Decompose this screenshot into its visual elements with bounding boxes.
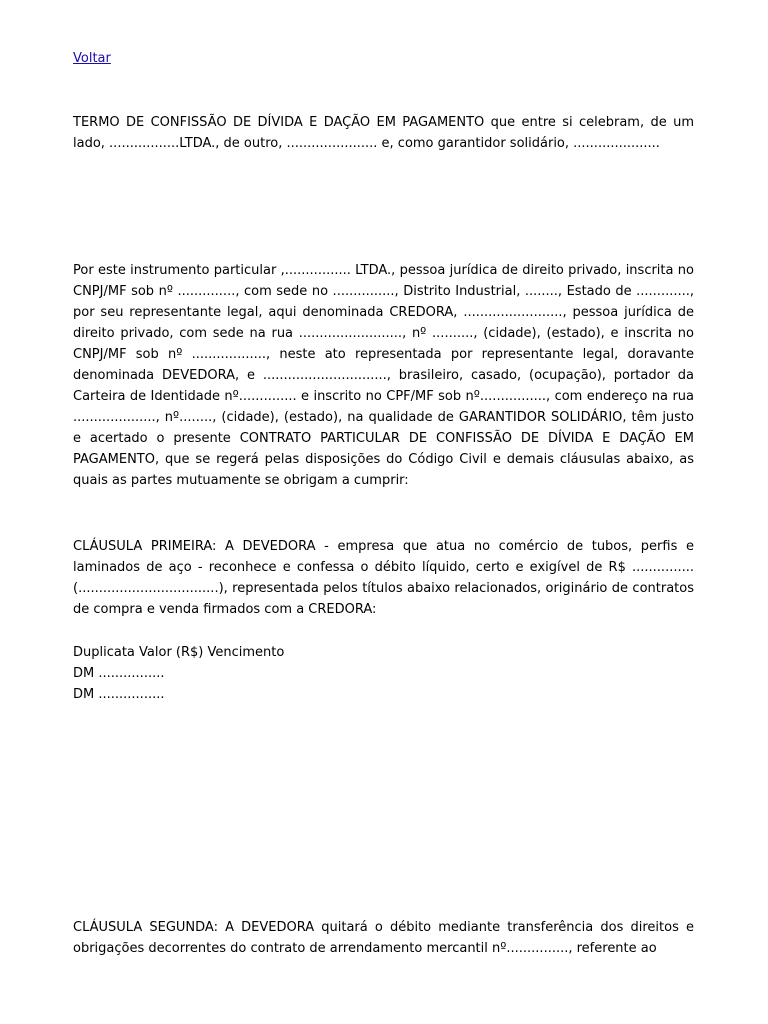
intro-paragraph: Por este instrumento particular ,................ LTDA., pessoa jurídica de direito privado, inscrita no CNPJ/MF sob nº .............., com sede no ..............., Distrito Industrial, ........, Estado de ............., por seu representante legal, aqui denominada CREDORA, ........................, pessoa jurídica de direito privado, com sede na rua ........................., nº .........., (cidade), (estado), e inscrita no CNPJ/MF sob nº .................., neste ato representada por representante legal, doravante denominada DEVEDORA, e .............................., brasileiro, casado, (ocupação), portador da Carteira de Identidade nº.............. e inscrito no CPF/MF sob nº................, com endereço na rua ...................., nº........, (cidade), (estado), na qualidade de GARANTIDOR SOLIDÁRIO, têm justo e acertado o presente CONTRATO PARTICULAR DE CONFISSÃO DE DÍVIDA E DAÇÃO EM PAGAMENTO, que se regerá pelas disposições do Código Civil e demais cláusulas abaixo, as quais as partes mutuamente se obrigam a cumprir: bbox=[73, 263, 694, 488]
clause-one-paragraph: CLÁUSULA PRIMEIRA: A DEVEDORA - empresa que atua no comércio de tubos, perfis e laminados de aço - reconhece e confessa o débito líquido, certo e exigível de R$ ............... (..................................), representada pelos títulos abaixo relacionados, originário de contratos de compra e venda firmados com a CREDORA: bbox=[73, 539, 694, 617]
back-link[interactable]: Voltar bbox=[73, 51, 111, 66]
title-paragraph: TERMO DE CONFISSÃO DE DÍVIDA E DAÇÃO EM PAGAMENTO que entre si celebram, de um lado, .................LTDA., de outro, ...................... e, como garantidor solidário, ..................... bbox=[73, 115, 694, 151]
clause-two-paragraph: CLÁUSULA SEGUNDA: A DEVEDORA quitará o débito mediante transferência dos direitos e obrigações decorrentes do contrato de arrendamento mercantil nº..............., referente ao bbox=[73, 920, 694, 956]
table-row: DM ................ bbox=[73, 666, 165, 681]
table-header: Duplicata Valor (R$) Vencimento bbox=[73, 645, 285, 660]
table-row: DM ................ bbox=[73, 687, 165, 702]
